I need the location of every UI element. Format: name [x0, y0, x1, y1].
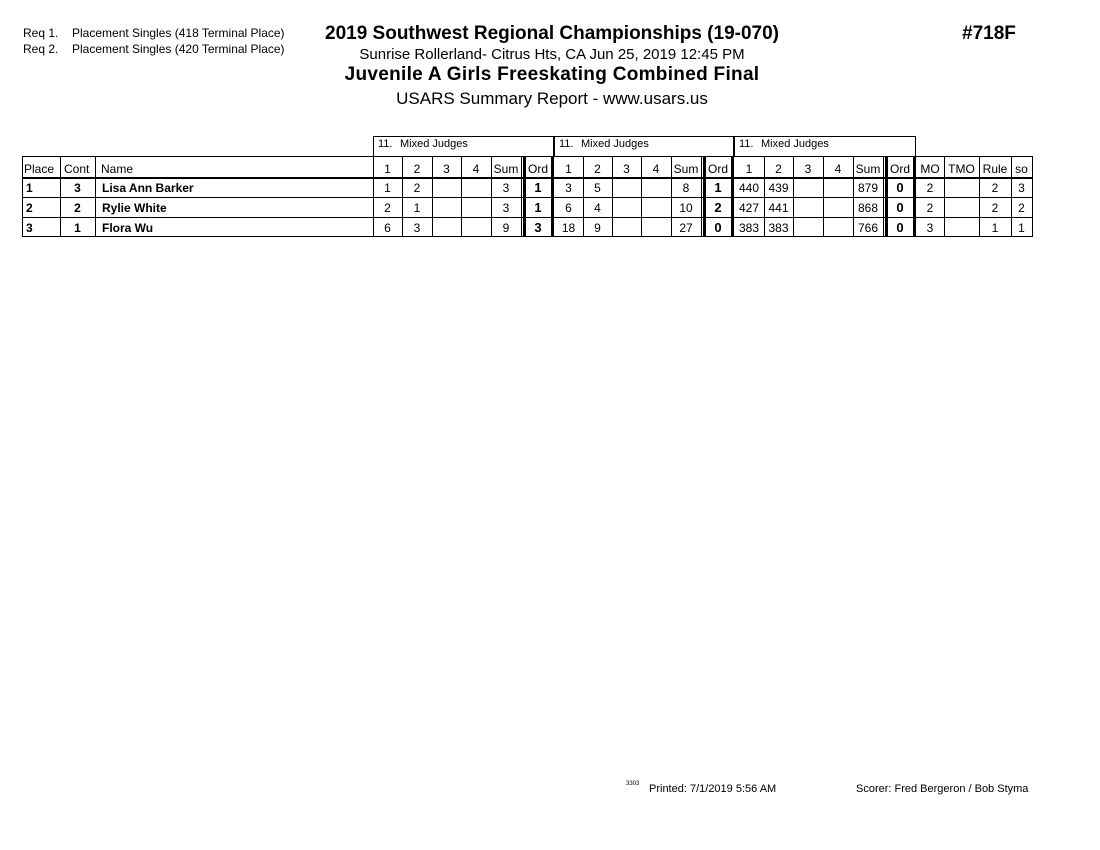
judge-score: 2 — [413, 181, 421, 195]
col-header-judge: 4 — [834, 162, 842, 176]
judge-score: 383 — [768, 221, 789, 235]
col-header-ord: Ord — [527, 162, 548, 176]
col-header-judge: 3 — [804, 162, 812, 176]
row-place: 1 — [26, 181, 33, 195]
judge-group-number: 11. — [559, 138, 574, 150]
event-title: 2019 Southwest Regional Championships (19-070) — [325, 23, 779, 44]
requirement-text: Placement Singles (420 Terminal Place) — [72, 42, 285, 56]
judge-score: 440 — [738, 181, 760, 195]
row-so: 3 — [1018, 181, 1025, 195]
judge-score: 9 — [594, 221, 601, 235]
row-so: 1 — [1018, 221, 1025, 235]
group-sum: 10 — [679, 201, 693, 215]
judge-score: 441 — [768, 201, 789, 215]
col-header-mo: MO — [920, 162, 940, 176]
group-ord: 0 — [896, 200, 904, 215]
row-so: 2 — [1018, 201, 1025, 215]
requirement-number: Req 2. — [23, 42, 59, 56]
judge-group-label: Mixed Judges — [581, 138, 649, 150]
group-ord: 0 — [896, 220, 904, 235]
col-header-ord: Ord — [889, 162, 910, 176]
col-header-judge: 3 — [443, 162, 450, 176]
venue-date: Sunrise Rollerland- Citrus Hts, CA Jun 25, 2019 12:45 PM — [359, 46, 745, 63]
col-header-rule: Rule — [982, 162, 1008, 176]
col-header-judge: 4 — [472, 162, 480, 176]
judge-score: 18 — [561, 221, 576, 235]
col-header-sum: Sum — [855, 162, 881, 176]
report-name: USARS Summary Report - www.usars.us — [396, 89, 708, 108]
judge-group-number: 11. — [739, 138, 754, 150]
col-header-judge: 3 — [623, 162, 630, 176]
col-header-tmo: TMO — [948, 162, 975, 176]
col-header-name: Name — [101, 162, 134, 176]
row-mo: 2 — [926, 181, 934, 195]
col-header-so: so — [1015, 162, 1028, 176]
judge-score: 3 — [565, 181, 572, 195]
judge-score: 1 — [413, 201, 421, 215]
skater-name: Rylie White — [102, 201, 167, 215]
group-ord: 1 — [534, 200, 542, 215]
group-sum: 868 — [857, 201, 879, 215]
group-sum: 3 — [502, 201, 510, 215]
col-header-judge: 2 — [775, 162, 782, 176]
skater-name: Lisa Ann Barker — [102, 181, 194, 195]
col-header-judge: 1 — [384, 162, 391, 176]
col-header-judge: 1 — [565, 162, 572, 176]
group-sum: 879 — [857, 181, 879, 195]
group-sum: 3 — [502, 181, 510, 195]
judge-score: 5 — [594, 181, 601, 195]
row-mo: 2 — [926, 201, 934, 215]
judge-score: 1 — [384, 181, 391, 195]
scorer-names: Scorer: Fred Bergeron / Bob Styma — [856, 783, 1029, 795]
report-id: #718F — [962, 23, 1016, 44]
skater-name: Flora Wu — [102, 221, 154, 235]
group-sum: 766 — [857, 221, 879, 235]
col-header-sum: Sum — [493, 162, 519, 176]
row-rule: 2 — [991, 181, 999, 195]
row-cont: 3 — [74, 181, 81, 195]
group-ord: 2 — [714, 200, 722, 215]
judge-score: 6 — [565, 201, 572, 215]
judge-group-header — [734, 136, 916, 156]
row-place: 2 — [26, 201, 33, 215]
row-rule: 2 — [991, 201, 999, 215]
final-title: Juvenile A Girls Freeskating Combined Final — [344, 64, 760, 85]
col-header-judge: 4 — [652, 162, 660, 176]
judge-score: 4 — [594, 201, 601, 215]
row-cont: 2 — [74, 201, 81, 215]
row-cont: 1 — [74, 221, 81, 235]
judge-score: 6 — [384, 221, 391, 235]
judge-score: 427 — [738, 201, 760, 215]
judge-score: 3 — [413, 221, 421, 235]
group-ord: 0 — [714, 220, 722, 235]
group-ord: 3 — [534, 220, 542, 235]
judge-score: 383 — [738, 221, 760, 235]
row-place: 3 — [26, 221, 33, 235]
footer-code: 3303 — [626, 781, 640, 787]
judge-group-header — [554, 136, 734, 156]
judge-score: 439 — [768, 181, 789, 195]
row-rule: 1 — [991, 221, 999, 235]
row-mo: 3 — [926, 221, 934, 235]
group-ord: 0 — [896, 180, 904, 195]
printed-timestamp: Printed: 7/1/2019 5:56 AM — [649, 783, 777, 795]
judge-group-label: Mixed Judges — [761, 138, 829, 150]
col-header-judge: 2 — [594, 162, 601, 176]
col-header-judge: 2 — [413, 162, 421, 176]
judge-score: 2 — [384, 201, 391, 215]
requirement-text: Placement Singles (418 Terminal Place) — [72, 26, 285, 40]
group-sum: 9 — [502, 221, 510, 235]
judge-group-header — [373, 136, 554, 156]
group-ord: 1 — [714, 180, 722, 195]
col-header-ord: Ord — [707, 162, 728, 176]
col-header-judge: 1 — [745, 162, 753, 176]
group-sum: 8 — [682, 181, 690, 195]
col-header-sum: Sum — [673, 162, 699, 176]
judge-group-number: 11. — [378, 138, 393, 150]
col-header-cont: Cont — [64, 162, 90, 176]
col-header-place: Place — [24, 162, 55, 176]
group-ord: 1 — [534, 180, 542, 195]
group-sum: 27 — [679, 221, 693, 235]
judge-group-label: Mixed Judges — [400, 138, 468, 150]
requirement-number: Req 1. — [23, 26, 59, 40]
